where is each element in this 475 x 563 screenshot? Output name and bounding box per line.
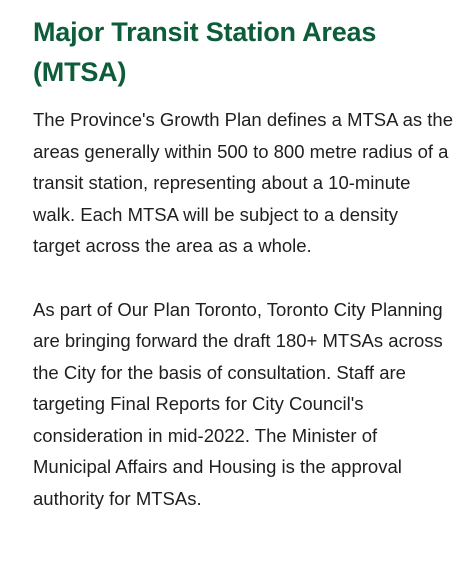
paragraph-line: are bringing forward the draft 180+ MTSAs across [33, 330, 443, 351]
paragraph-line: The Province's Growth Plan defines a MTSA as the [33, 109, 453, 130]
paragraph-line: targeting Final Reports for City Council's [33, 393, 364, 414]
our-plan-toronto-paragraph [33, 294, 473, 515]
mtsa-definition-paragraph [33, 104, 473, 262]
paragraph-line: walk. Each MTSA will be subject to a density [33, 203, 399, 225]
paragraph-line: As part of Our Plan Toronto, Toronto City Planning [33, 298, 443, 320]
paragraph-line: target across the area as a whole. [33, 235, 312, 256]
page-title-line-2: (MTSA) [33, 57, 127, 87]
paragraph-line: authority for MTSAs. [33, 487, 202, 509]
paragraph-line: Municipal Affairs and Housing is the approval [33, 456, 402, 477]
paragraph-line: the City for the basis of consultation. Staff are [33, 361, 406, 383]
mtsa-section [33, 12, 473, 514]
page-title-line-1: Major Transit Station Areas [33, 17, 377, 47]
page-title [33, 12, 473, 92]
paragraph-line: areas generally within 500 to 800 metre radius of a [33, 140, 449, 162]
paragraph-line: consideration in mid-2022. The Minister of [33, 424, 378, 446]
paragraph-line: transit station, representing about a 10-minute [33, 172, 411, 193]
